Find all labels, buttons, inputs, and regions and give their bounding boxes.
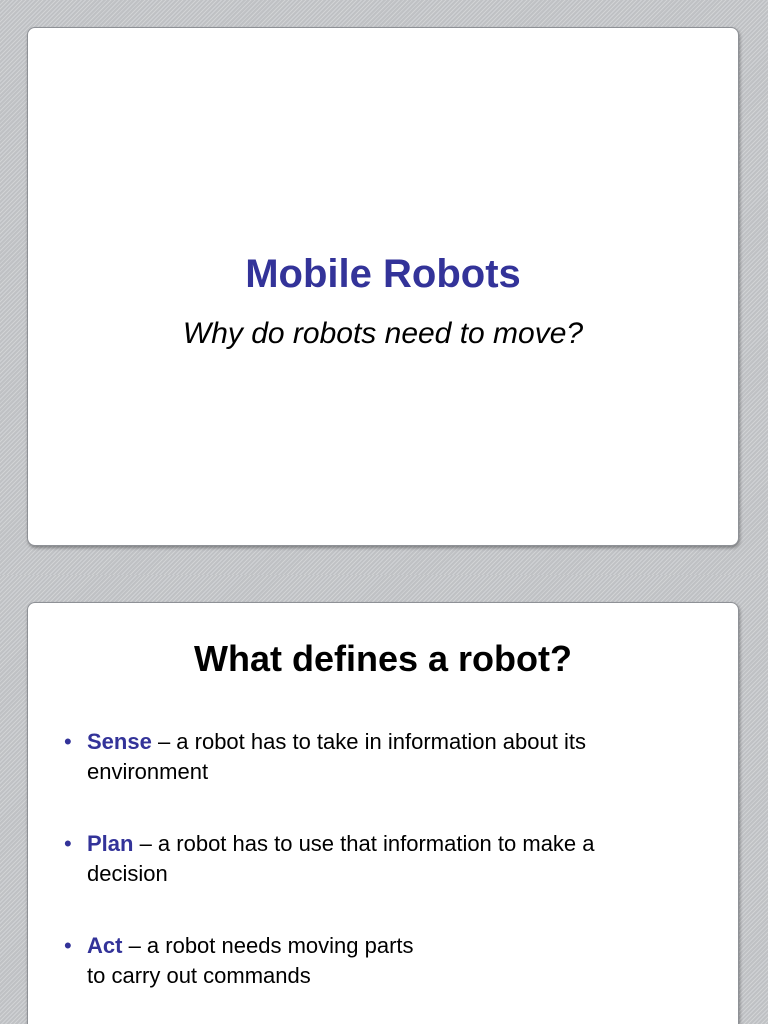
slide-subtitle: Why do robots need to move?	[182, 317, 584, 350]
bullet-icon: •	[64, 831, 72, 856]
bullet-item-act	[64, 931, 704, 991]
bullet-list	[64, 727, 704, 1024]
bullet-term: Sense	[87, 729, 152, 754]
bullet-text: – a robot needs moving parts	[122, 933, 414, 958]
bullet-item-plan	[64, 829, 704, 889]
bullet-text: – a robot has to take in information about its	[151, 729, 586, 754]
bullet-icon: •	[64, 933, 72, 958]
bullet-text: – a robot has to use that information to make a	[133, 831, 595, 856]
bullet-term: Plan	[87, 831, 134, 856]
bullet-text-continued: decision	[87, 861, 168, 886]
bullet-term: Act	[87, 933, 123, 958]
slide-definition-heading: What defines a robot?	[194, 638, 572, 679]
bullet-text-continued: environment	[87, 759, 209, 784]
slide-definition	[27, 602, 739, 1024]
bullet-item-sense	[64, 727, 704, 787]
slide-title-heading: Mobile Robots	[245, 252, 521, 296]
slide-title	[27, 27, 739, 546]
bullet-icon: •	[64, 729, 72, 754]
bullet-text-continued: to carry out commands	[87, 963, 311, 988]
